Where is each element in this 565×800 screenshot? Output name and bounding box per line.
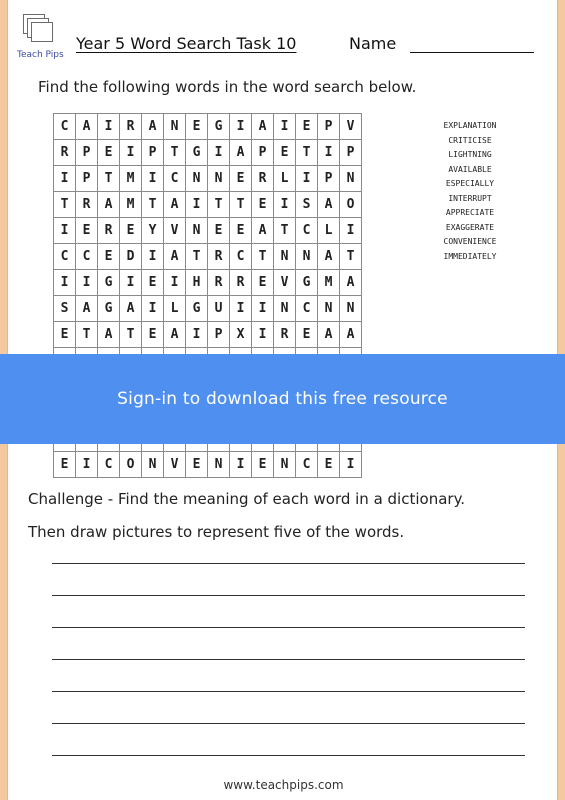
grid-cell: E	[120, 218, 142, 244]
grid-cell: R	[54, 140, 76, 166]
grid-row	[54, 322, 362, 348]
grid-cell: G	[98, 270, 120, 296]
grid-cell: I	[296, 166, 318, 192]
grid-row	[54, 296, 362, 322]
grid-cell: A	[252, 218, 274, 244]
grid-cell: T	[230, 192, 252, 218]
grid-cell: I	[120, 270, 142, 296]
grid-cell: M	[120, 192, 142, 218]
grid-cell: E	[142, 270, 164, 296]
grid-cell: C	[54, 244, 76, 270]
grid-cell: I	[252, 296, 274, 322]
grid-cell: R	[208, 270, 230, 296]
grid-cell: I	[76, 452, 98, 478]
grid-cell: I	[318, 140, 340, 166]
grid-cell: I	[120, 140, 142, 166]
grid-cell: A	[318, 322, 340, 348]
grid-cell: I	[98, 114, 120, 140]
grid-cell: N	[164, 114, 186, 140]
grid-cell: R	[120, 114, 142, 140]
grid-cell: I	[252, 322, 274, 348]
grid-cell: E	[252, 452, 274, 478]
grid-cell: T	[296, 140, 318, 166]
grid-cell: P	[76, 166, 98, 192]
grid-cell: S	[54, 296, 76, 322]
grid-row	[54, 244, 362, 270]
grid-cell: T	[98, 166, 120, 192]
grid-cell: G	[208, 114, 230, 140]
grid-cell: I	[274, 114, 296, 140]
grid-cell: T	[120, 322, 142, 348]
grid-cell: E	[230, 166, 252, 192]
grid-cell: N	[208, 166, 230, 192]
grid-row	[54, 114, 362, 140]
challenge-text-2: Then draw pictures to represent five of the words.	[28, 523, 405, 541]
grid-cell: S	[296, 192, 318, 218]
grid-cell: E	[54, 452, 76, 478]
grid-cell: I	[230, 114, 252, 140]
grid-cell: E	[252, 270, 274, 296]
grid-cell: R	[76, 192, 98, 218]
sign-in-banner[interactable]	[0, 354, 565, 444]
footer-url: www.teachpips.com	[223, 778, 344, 792]
grid-cell: G	[296, 270, 318, 296]
grid-row	[54, 452, 362, 478]
grid-cell: A	[120, 296, 142, 322]
grid-cell: R	[208, 244, 230, 270]
word-list	[432, 119, 508, 264]
grid-cell: M	[318, 270, 340, 296]
grid-cell: I	[142, 244, 164, 270]
grid-cell: C	[296, 452, 318, 478]
grid-cell: U	[208, 296, 230, 322]
grid-cell: G	[98, 296, 120, 322]
grid-cell: I	[230, 296, 252, 322]
grid-cell: A	[252, 114, 274, 140]
grid-cell: N	[208, 452, 230, 478]
name-label: Name	[349, 34, 397, 53]
grid-cell: E	[76, 218, 98, 244]
grid-cell: C	[54, 114, 76, 140]
grid-cell: T	[164, 140, 186, 166]
grid-cell: O	[340, 192, 362, 218]
grid-cell: I	[54, 270, 76, 296]
grid-cell: A	[76, 114, 98, 140]
grid-cell: N	[186, 166, 208, 192]
grid-cell: E	[230, 218, 252, 244]
grid-cell: R	[274, 322, 296, 348]
grid-cell: I	[208, 140, 230, 166]
word-list-item: IMMEDIATELY	[443, 251, 497, 261]
grid-cell: R	[252, 166, 274, 192]
grid-cell: A	[98, 322, 120, 348]
grid-cell: I	[230, 452, 252, 478]
grid-cell: I	[76, 270, 98, 296]
grid-cell: N	[296, 244, 318, 270]
grid-cell: I	[186, 322, 208, 348]
grid-cell: P	[252, 140, 274, 166]
grid-cell: A	[164, 192, 186, 218]
grid-cell: A	[340, 322, 362, 348]
grid-cell: C	[230, 244, 252, 270]
grid-cell: N	[186, 218, 208, 244]
grid-cell: A	[318, 244, 340, 270]
grid-cell: I	[340, 218, 362, 244]
grid-cell: E	[296, 114, 318, 140]
grid-cell: V	[340, 114, 362, 140]
grid-cell: H	[186, 270, 208, 296]
grid-cell: C	[164, 166, 186, 192]
grid-cell: V	[164, 452, 186, 478]
grid-cell: D	[120, 244, 142, 270]
grid-cell: T	[252, 244, 274, 270]
answer-line	[52, 563, 525, 564]
answer-line	[52, 723, 525, 724]
grid-cell: A	[142, 114, 164, 140]
grid-cell: L	[164, 296, 186, 322]
grid-cell: E	[142, 322, 164, 348]
grid-cell: P	[142, 140, 164, 166]
grid-row	[54, 166, 362, 192]
name-write-line	[410, 52, 534, 53]
grid-cell: N	[274, 244, 296, 270]
grid-cell: T	[54, 192, 76, 218]
grid-cell: E	[274, 140, 296, 166]
word-list-item: ESPECIALLY	[445, 179, 495, 188]
word-list-item: APPRECIATE	[445, 208, 495, 217]
logo-text: Teach Pips	[17, 50, 64, 60]
grid-cell: C	[98, 452, 120, 478]
grid-cell: L	[274, 166, 296, 192]
word-list-item: CONVENIENCE	[443, 237, 497, 246]
grid-cell: G	[186, 140, 208, 166]
grid-cell: T	[186, 244, 208, 270]
grid-cell: I	[54, 166, 76, 192]
grid-row	[54, 218, 362, 244]
word-list-item: LIGHTNING	[448, 150, 492, 159]
word-list-item: EXAGGERATE	[445, 222, 495, 232]
grid-cell: E	[98, 140, 120, 166]
grid-cell: N	[340, 296, 362, 322]
grid-cell: T	[142, 192, 164, 218]
instruction-text: Find the following words in the word search below.	[38, 78, 417, 96]
answer-line	[52, 627, 525, 628]
word-list-item: INTERRUPT	[448, 193, 492, 203]
grid-cell: P	[208, 322, 230, 348]
grid-cell: A	[164, 244, 186, 270]
grid-row	[54, 140, 362, 166]
grid-cell: E	[296, 322, 318, 348]
grid-cell: E	[208, 218, 230, 244]
grid-cell: P	[318, 114, 340, 140]
grid-cell: A	[98, 192, 120, 218]
grid-cell: P	[76, 140, 98, 166]
grid-cell: Y	[142, 218, 164, 244]
grid-cell: E	[54, 322, 76, 348]
grid-row	[54, 192, 362, 218]
answer-line	[52, 691, 525, 692]
stacked-pages-icon	[23, 14, 57, 42]
grid-cell: T	[340, 244, 362, 270]
grid-cell: E	[98, 244, 120, 270]
sign-in-banner-text[interactable]: Sign-in to download this free resource	[117, 389, 448, 409]
grid-row	[54, 270, 362, 296]
grid-cell: O	[120, 452, 142, 478]
grid-cell: T	[208, 192, 230, 218]
teachpips-logo	[17, 14, 64, 66]
grid-cell: E	[186, 114, 208, 140]
word-list-item: AVAILABLE	[448, 164, 492, 174]
grid-cell: P	[340, 140, 362, 166]
grid-cell: N	[318, 296, 340, 322]
challenge-text: Challenge - Find the meaning of each word in a dictionary.	[28, 490, 466, 508]
grid-cell: E	[318, 452, 340, 478]
grid-cell: N	[142, 452, 164, 478]
word-list-item: EXPLANATION	[443, 121, 497, 130]
grid-cell: P	[318, 166, 340, 192]
grid-cell: I	[340, 452, 362, 478]
grid-cell: I	[142, 296, 164, 322]
grid-cell: R	[230, 270, 252, 296]
answer-line	[52, 659, 525, 660]
grid-cell: R	[98, 218, 120, 244]
grid-cell: N	[274, 452, 296, 478]
grid-cell: A	[230, 140, 252, 166]
grid-cell: T	[274, 218, 296, 244]
grid-cell: A	[164, 322, 186, 348]
grid-cell: M	[120, 166, 142, 192]
grid-cell: I	[54, 218, 76, 244]
grid-cell: I	[274, 192, 296, 218]
grid-cell: C	[76, 244, 98, 270]
answer-line	[52, 595, 525, 596]
grid-cell: X	[230, 322, 252, 348]
grid-cell: G	[186, 296, 208, 322]
grid-cell: A	[76, 296, 98, 322]
grid-cell: A	[318, 192, 340, 218]
answer-line	[52, 755, 525, 756]
grid-cell: V	[164, 218, 186, 244]
grid-cell: L	[318, 218, 340, 244]
grid-cell: C	[296, 218, 318, 244]
grid-cell: A	[340, 270, 362, 296]
grid-cell: E	[252, 192, 274, 218]
grid-cell: T	[76, 322, 98, 348]
grid-cell: I	[186, 192, 208, 218]
grid-cell: C	[296, 296, 318, 322]
grid-cell: I	[142, 166, 164, 192]
grid-cell: I	[164, 270, 186, 296]
grid-cell: N	[340, 166, 362, 192]
word-list-item: CRITICISE	[448, 135, 492, 145]
grid-cell: E	[186, 452, 208, 478]
grid-cell: V	[274, 270, 296, 296]
grid-cell: N	[274, 296, 296, 322]
worksheet-title: Year 5 Word Search Task 10	[76, 34, 297, 53]
